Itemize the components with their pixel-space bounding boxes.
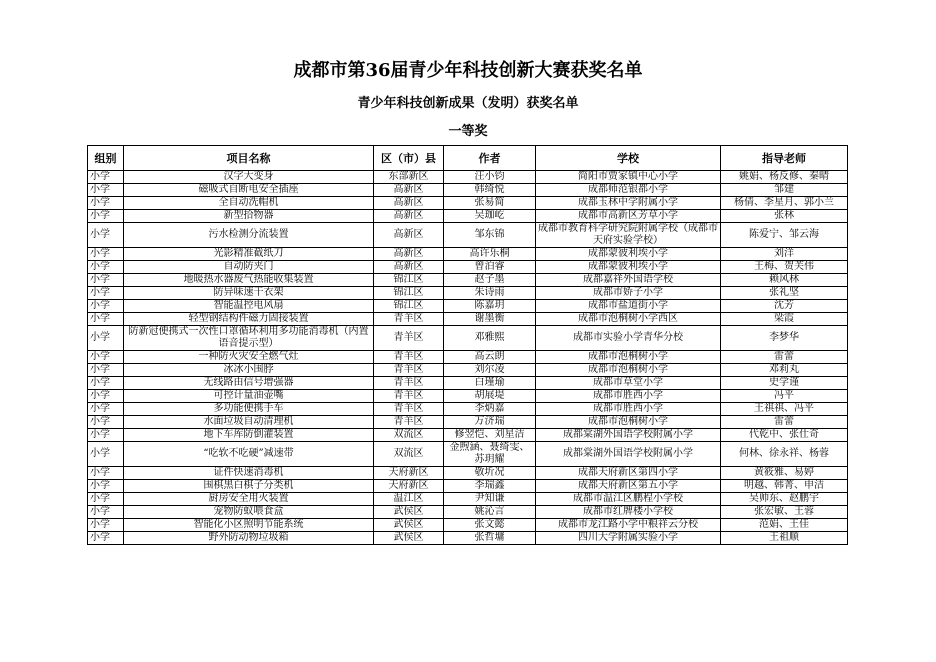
page-subtitle: 青少年科技创新成果（发明）获奖名单 <box>357 96 579 111</box>
cell-group: 小学 <box>88 506 124 519</box>
cell-author: 刘尔凌 <box>444 364 536 377</box>
page-title: 成都市第36届青少年科技创新大赛获奖名单 <box>293 60 643 81</box>
table-row <box>88 416 848 429</box>
cell-project: 全自动洗帽机 <box>124 197 374 210</box>
cell-group: 小学 <box>88 429 124 442</box>
cell-school: 成都市泡桐树小学 <box>536 364 721 377</box>
cell-author: 曾泊睿 <box>444 261 536 274</box>
cell-school: 成都市泡桐树小学 <box>536 416 721 429</box>
cell-school: 成都市龙江路小学中粮祥云分校 <box>536 519 721 532</box>
cell-school: 成都嘉祥外国语学校 <box>536 274 721 287</box>
table-row <box>88 364 848 377</box>
table-row <box>88 351 848 364</box>
table-row <box>88 467 848 480</box>
cell-project: 智能温控电风扇 <box>124 300 374 313</box>
cell-district: 高新区 <box>374 261 444 274</box>
cell-advisor: 邹建 <box>721 184 848 197</box>
cell-group: 小学 <box>88 403 124 416</box>
column-header-school: 学校 <box>536 146 721 171</box>
cell-school: 成都天府新区第四小学 <box>536 467 721 480</box>
cell-school: 成都市教育科学研究院附属学校（成都市天府实验学校） <box>536 223 721 248</box>
cell-advisor: 邓莉丸 <box>721 364 848 377</box>
cell-project: 一种防火灾安全燃气灶 <box>124 351 374 364</box>
cell-author: 张哲墉 <box>444 532 536 545</box>
cell-district: 武侯区 <box>374 519 444 532</box>
cell-project: 新型拾物器 <box>124 210 374 223</box>
cell-project: 防异味速干衣架 <box>124 287 374 300</box>
cell-district: 青羊区 <box>374 377 444 390</box>
cell-advisor: 范娟、王佳 <box>721 519 848 532</box>
cell-group: 小学 <box>88 377 124 390</box>
column-header-author: 作者 <box>444 146 536 171</box>
column-header-project: 项目名称 <box>124 146 374 171</box>
column-header-district: 区（市）县 <box>374 146 444 171</box>
cell-author: 张易简 <box>444 197 536 210</box>
cell-advisor: 王梅、贺芙伟 <box>721 261 848 274</box>
cell-author: 陈嘉玥 <box>444 300 536 313</box>
table-row <box>88 442 848 467</box>
cell-group: 小学 <box>88 274 124 287</box>
cell-district: 青羊区 <box>374 351 444 364</box>
cell-group: 小学 <box>88 210 124 223</box>
cell-author: 张文懿 <box>444 519 536 532</box>
cell-district: 武侯区 <box>374 506 444 519</box>
table-row <box>88 197 848 210</box>
cell-school: 成都市胜西小学 <box>536 403 721 416</box>
cell-school: 成都蒙彼利埃小学 <box>536 261 721 274</box>
cell-project: 证件快速消毒机 <box>124 467 374 480</box>
cell-project: 无线路由信号增强器 <box>124 377 374 390</box>
table-row <box>88 493 848 506</box>
cell-school: 简阳市贾家镇中心小学 <box>536 171 721 184</box>
cell-author: 谢墨衡 <box>444 313 536 326</box>
cell-project: 自动防夹门 <box>124 261 374 274</box>
cell-district: 天府新区 <box>374 480 444 493</box>
cell-author: 敬圻况 <box>444 467 536 480</box>
cell-district: 锦江区 <box>374 274 444 287</box>
table-row <box>88 274 848 287</box>
cell-advisor: 雷蕾 <box>721 351 848 364</box>
cell-school: 成都市盐道街小学 <box>536 300 721 313</box>
cell-project: 轻型钢结构件磁力固接装置 <box>124 313 374 326</box>
cell-district: 锦江区 <box>374 287 444 300</box>
cell-advisor: 张礼坚 <box>721 287 848 300</box>
cell-author: 修翌恺、刘星洁 <box>444 429 536 442</box>
cell-school: 成都师范银都小学 <box>536 184 721 197</box>
cell-author: 邓雅熙 <box>444 326 536 351</box>
cell-school: 成都市实验小学青华分校 <box>536 326 721 351</box>
table-row <box>88 184 848 197</box>
cell-author: 汪小钧 <box>444 171 536 184</box>
table-row <box>88 377 848 390</box>
award-level-heading: 一等奖 <box>448 124 488 139</box>
cell-school: 成都棠湖外国语学校附属小学 <box>536 429 721 442</box>
cell-school: 成都市红牌楼小学校 <box>536 506 721 519</box>
table-row <box>88 326 848 351</box>
cell-district: 双流区 <box>374 429 444 442</box>
cell-project: 多功能便携手车 <box>124 403 374 416</box>
cell-project: 汉字大变身 <box>124 171 374 184</box>
cell-school: 成都市娇子小学 <box>536 287 721 300</box>
cell-school: 四川大学附属实验小学 <box>536 532 721 545</box>
cell-district: 高新区 <box>374 223 444 248</box>
cell-project: 地暖热水器废气热能收集装置 <box>124 274 374 287</box>
table-row <box>88 390 848 403</box>
cell-author: 李瑞鑫 <box>444 480 536 493</box>
cell-district: 高新区 <box>374 184 444 197</box>
table-row <box>88 223 848 248</box>
cell-group: 小学 <box>88 184 124 197</box>
table-row <box>88 403 848 416</box>
cell-advisor: 杨倩、李星月、郭小兰 <box>721 197 848 210</box>
cell-school: 成都玉林中学附属小学 <box>536 197 721 210</box>
cell-project: 智能化小区照明节能系统 <box>124 519 374 532</box>
cell-district: 东部新区 <box>374 171 444 184</box>
cell-project: 冰冰小围脖 <box>124 364 374 377</box>
table-row <box>88 248 848 261</box>
cell-advisor: 黄筱雅、易婷 <box>721 467 848 480</box>
cell-group: 小学 <box>88 351 124 364</box>
cell-school: 成都市胜西小学 <box>536 390 721 403</box>
cell-district: 双流区 <box>374 442 444 467</box>
cell-project: 地下车库防倒灌装置 <box>124 429 374 442</box>
cell-group: 小学 <box>88 467 124 480</box>
cell-district: 青羊区 <box>374 390 444 403</box>
cell-author: 尹知谦 <box>444 493 536 506</box>
cell-advisor: 李梦华 <box>721 326 848 351</box>
cell-project: 厨房安全用火装置 <box>124 493 374 506</box>
cell-advisor: 赖风林 <box>721 274 848 287</box>
cell-project: 围棋黑白棋子分类机 <box>124 480 374 493</box>
cell-school: 成都棠湖外国语学校附属小学 <box>536 442 721 467</box>
cell-group: 小学 <box>88 480 124 493</box>
table-row <box>88 313 848 326</box>
cell-author: 金煦涵、聂绮雯、苏玥耀 <box>444 442 536 467</box>
table-row <box>88 210 848 223</box>
table-header-row <box>88 146 848 171</box>
cell-author: 朱诗雨 <box>444 287 536 300</box>
cell-group: 小学 <box>88 364 124 377</box>
cell-district: 高新区 <box>374 248 444 261</box>
cell-district: 温江区 <box>374 493 444 506</box>
table-row <box>88 532 848 545</box>
cell-district: 青羊区 <box>374 364 444 377</box>
cell-group: 小学 <box>88 261 124 274</box>
cell-advisor: 冯平 <box>721 390 848 403</box>
cell-group: 小学 <box>88 197 124 210</box>
cell-school: 成都蒙彼利埃小学 <box>536 248 721 261</box>
table-row <box>88 261 848 274</box>
awards-table <box>87 145 848 545</box>
cell-group: 小学 <box>88 300 124 313</box>
cell-advisor: 刘洋 <box>721 248 848 261</box>
cell-author: 李炳嘉 <box>444 403 536 416</box>
cell-advisor: 何林、徐永祥、杨蓉 <box>721 442 848 467</box>
cell-advisor: 陈爱宁、邹云海 <box>721 223 848 248</box>
cell-advisor: 王祖顺 <box>721 532 848 545</box>
column-header-group: 组别 <box>88 146 124 171</box>
cell-project: “吃软不吃硬”减速带 <box>124 442 374 467</box>
cell-school: 成都天府新区第五小学 <box>536 480 721 493</box>
cell-project: 宠物防蚁喂食盒 <box>124 506 374 519</box>
cell-district: 高新区 <box>374 197 444 210</box>
table-row <box>88 429 848 442</box>
cell-project: 水面垃圾自动清理机 <box>124 416 374 429</box>
cell-advisor: 梁霞 <box>721 313 848 326</box>
cell-author: 韩绮悦 <box>444 184 536 197</box>
table-row <box>88 171 848 184</box>
cell-group: 小学 <box>88 248 124 261</box>
cell-project: 可控计量油壶嘴 <box>124 390 374 403</box>
cell-group: 小学 <box>88 416 124 429</box>
cell-advisor: 吴帅东、赵鹏宇 <box>721 493 848 506</box>
cell-author: 高许乐桐 <box>444 248 536 261</box>
cell-school: 成都市草堂小学 <box>536 377 721 390</box>
cell-advisor: 张宏敏、王蓉 <box>721 506 848 519</box>
cell-district: 锦江区 <box>374 300 444 313</box>
cell-author: 万济瑞 <box>444 416 536 429</box>
cell-advisor: 姚娟、杨反修、秦晴 <box>721 171 848 184</box>
cell-district: 天府新区 <box>374 467 444 480</box>
cell-advisor: 张林 <box>721 210 848 223</box>
table-row <box>88 480 848 493</box>
column-header-advisor: 指导老师 <box>721 146 848 171</box>
cell-district: 武侯区 <box>374 532 444 545</box>
cell-advisor: 沈芳 <box>721 300 848 313</box>
cell-project: 污水检测分流装置 <box>124 223 374 248</box>
cell-school: 成都市泡桐树小学西区 <box>536 313 721 326</box>
cell-group: 小学 <box>88 326 124 351</box>
table-row <box>88 506 848 519</box>
cell-district: 青羊区 <box>374 416 444 429</box>
cell-district: 青羊区 <box>374 326 444 351</box>
cell-group: 小学 <box>88 390 124 403</box>
cell-author: 邹东锦 <box>444 223 536 248</box>
cell-group: 小学 <box>88 519 124 532</box>
cell-author: 高云朗 <box>444 351 536 364</box>
cell-advisor: 王祺祺、冯平 <box>721 403 848 416</box>
cell-author: 赵子墨 <box>444 274 536 287</box>
cell-advisor: 代乾中、张仕奇 <box>721 429 848 442</box>
cell-author: 吴珈屹 <box>444 210 536 223</box>
cell-project: 野外防动物垃圾箱 <box>124 532 374 545</box>
cell-author: 胡展堤 <box>444 390 536 403</box>
cell-author: 白瑾瑜 <box>444 377 536 390</box>
cell-group: 小学 <box>88 171 124 184</box>
cell-group: 小学 <box>88 223 124 248</box>
cell-district: 高新区 <box>374 210 444 223</box>
cell-advisor: 明越、韩菁、申洁 <box>721 480 848 493</box>
cell-school: 成都市温江区鹏程小学校 <box>536 493 721 506</box>
cell-project: 防新冠便携式一次性口罩循环利用多功能消毒机（内置语音提示型） <box>124 326 374 351</box>
cell-district: 青羊区 <box>374 313 444 326</box>
table-row <box>88 300 848 313</box>
cell-project: 光影精准截纸刀 <box>124 248 374 261</box>
cell-group: 小学 <box>88 313 124 326</box>
cell-group: 小学 <box>88 442 124 467</box>
table-row <box>88 519 848 532</box>
cell-group: 小学 <box>88 493 124 506</box>
cell-author: 姚沁言 <box>444 506 536 519</box>
cell-school: 成都市高新区芳草小学 <box>536 210 721 223</box>
cell-group: 小学 <box>88 532 124 545</box>
cell-project: 磁吸式自断电安全插座 <box>124 184 374 197</box>
cell-advisor: 史学谨 <box>721 377 848 390</box>
cell-advisor: 雷蕾 <box>721 416 848 429</box>
cell-school: 成都市泡桐树小学 <box>536 351 721 364</box>
cell-group: 小学 <box>88 287 124 300</box>
cell-district: 青羊区 <box>374 403 444 416</box>
table-row <box>88 287 848 300</box>
